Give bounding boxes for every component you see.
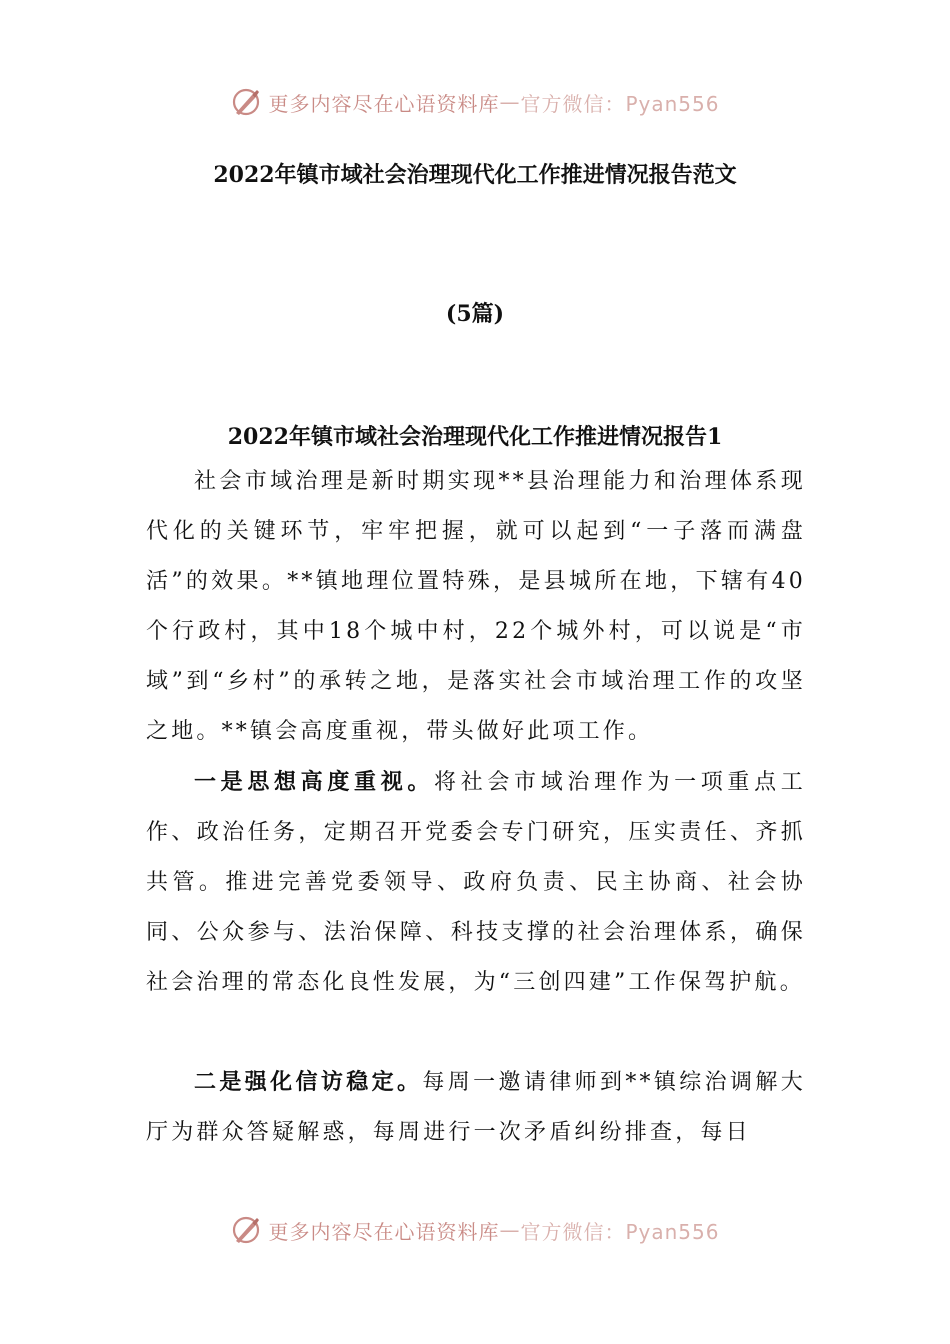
- document-count: (5篇): [445, 301, 505, 327]
- watermark-brand: 更多内容尽在心语资料库: [268, 91, 500, 116]
- paragraph-text: 将社会市域治理作为一项重点工作、政治任务，定期召开党委会专门研究，压实责任、齐抓共管。推进完善党委领导、政府负责、民主协商、社会协同、公众参与、法治保障、科技支撑的社会治理体系，确保社会治理的常态化良性发展，为“三创四建”工作保驾护航。: [146, 770, 806, 995]
- watermark-footer: [0, 1210, 950, 1250]
- paragraph-2: [146, 757, 806, 1008]
- document-title: 2022年镇市域社会治理现代化工作推进情况报告范文: [213, 162, 737, 188]
- watermark-dash: —: [499, 1218, 521, 1242]
- paragraph-lead: 二是强化信访稳定。: [194, 1069, 423, 1095]
- watermark-wechat: 官方微信：Pyan556: [520, 1219, 720, 1244]
- watermark-brand: 更多内容尽在心语资料库: [268, 1219, 500, 1244]
- watermark-header: [0, 82, 950, 122]
- quill-pen-logo-icon: [230, 1214, 262, 1246]
- quill-pen-logo-icon: [230, 86, 262, 118]
- paragraph-text: 社会市域治理是新时期实现**县治理能力和治理体系现代化的关键环节，牢牢把握，就可以起到“一子落而满盘活”的效果。**镇地理位置特殊，是县城所在地，下辖有40个行政村，其中18个城中村，22个城外村，可以说是“市域”到“乡村”的承转之地，是落实社会市域治理工作的攻坚之地。**镇会高度重视，带头做好此项工作。: [146, 469, 806, 744]
- watermark-wechat: 官方微信：Pyan556: [520, 91, 720, 116]
- paragraph-3: [146, 1057, 806, 1158]
- paragraph-text: 每周一邀请律师到**镇综治调解大厅为群众答疑解惑，每周进行一次矛盾纠纷排查，每日: [146, 1070, 807, 1145]
- paragraph-1: [146, 457, 806, 757]
- watermark-dash: —: [499, 90, 521, 114]
- paragraph-lead: 一是思想高度重视。: [194, 769, 435, 795]
- section-heading: 2022年镇市域社会治理现代化工作推进情况报告1: [227, 424, 723, 450]
